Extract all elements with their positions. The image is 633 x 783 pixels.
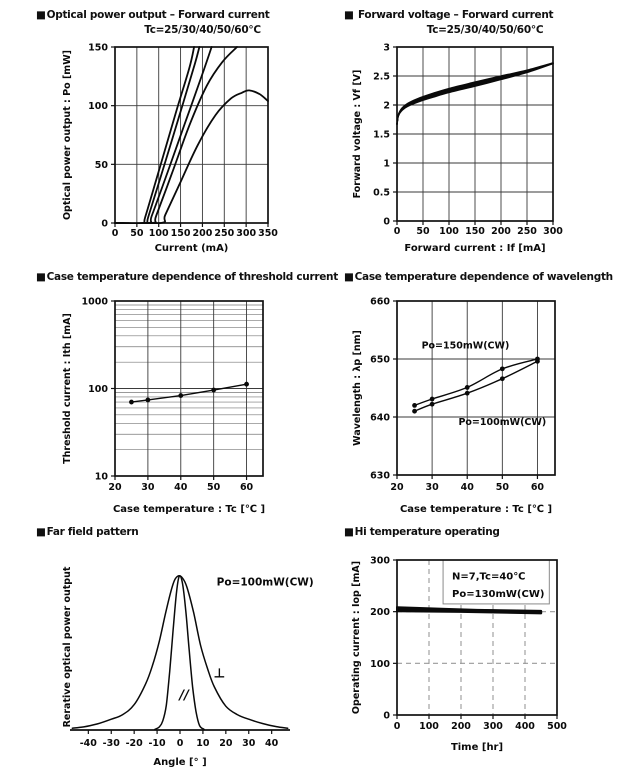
svg-text:-10: -10 bbox=[148, 738, 166, 749]
svg-text:350: 350 bbox=[258, 228, 278, 239]
svg-text:0: 0 bbox=[383, 216, 390, 228]
svg-text:60: 60 bbox=[239, 482, 254, 493]
svg-text:20: 20 bbox=[108, 482, 122, 493]
svg-text:Forward current : If [mA]: Forward current : If [mA] bbox=[404, 243, 546, 254]
svg-text:-40: -40 bbox=[79, 738, 97, 749]
svg-text:50: 50 bbox=[495, 482, 509, 493]
svg-text:100: 100 bbox=[370, 658, 390, 670]
svg-text:50: 50 bbox=[207, 482, 221, 493]
svg-text:40: 40 bbox=[460, 482, 474, 493]
svg-text:400: 400 bbox=[515, 721, 535, 732]
svg-text:660: 660 bbox=[370, 296, 390, 308]
svg-text:200: 200 bbox=[491, 226, 511, 237]
chart-title bbox=[330, 525, 630, 540]
svg-text:0: 0 bbox=[383, 710, 390, 722]
svg-text:250: 250 bbox=[517, 226, 537, 237]
svg-text:Forward voltage : Vf [V]: Forward voltage : Vf [V] bbox=[352, 69, 363, 199]
svg-text:20: 20 bbox=[390, 482, 404, 493]
svg-text:60: 60 bbox=[530, 482, 545, 493]
hi-temp-operating-chart bbox=[330, 548, 630, 760]
svg-text:2: 2 bbox=[383, 100, 390, 112]
svg-text:Case temperature : Tc [℃ ]: Case temperature : Tc [℃ ] bbox=[399, 504, 553, 515]
chart-title bbox=[330, 270, 630, 285]
forward-voltage-chart bbox=[330, 39, 630, 257]
section-marker-icon: ■ bbox=[344, 9, 354, 21]
section-marker-icon: ■ bbox=[36, 9, 46, 21]
svg-text:200: 200 bbox=[370, 607, 390, 619]
svg-text:Optical power output : Po [mW]: Optical power output : Po [mW] bbox=[62, 49, 73, 221]
chart-title-text: Case temperature dependence of threshold current bbox=[46, 271, 338, 283]
svg-text:20: 20 bbox=[219, 738, 233, 749]
chart-block-far-field bbox=[30, 525, 330, 772]
chart-block-hi-temp bbox=[330, 525, 630, 760]
optical-power-chart bbox=[30, 39, 320, 257]
svg-text:Po=100mW(CW): Po=100mW(CW) bbox=[216, 576, 314, 589]
svg-text:0.5: 0.5 bbox=[373, 187, 390, 199]
svg-text:10: 10 bbox=[94, 471, 108, 483]
svg-text:0: 0 bbox=[101, 218, 108, 230]
svg-text:300: 300 bbox=[483, 721, 503, 732]
svg-text:1.5: 1.5 bbox=[373, 129, 390, 141]
chart-block-threshold-current bbox=[30, 270, 338, 521]
svg-text:Case temperature : Tc [℃ ]: Case temperature : Tc [℃ ] bbox=[112, 504, 266, 515]
svg-text:40: 40 bbox=[265, 738, 279, 749]
section-marker-icon: ■ bbox=[36, 271, 46, 283]
chart-block-wavelength bbox=[330, 270, 630, 521]
section-marker-icon: ■ bbox=[344, 526, 354, 538]
svg-text:300: 300 bbox=[543, 226, 563, 237]
svg-text:Threshold current : Ith [mA]: Threshold current : Ith [mA] bbox=[62, 313, 73, 464]
svg-text:300: 300 bbox=[236, 228, 257, 239]
svg-text:100: 100 bbox=[148, 228, 169, 239]
svg-text:10: 10 bbox=[196, 738, 210, 749]
svg-text:-30: -30 bbox=[102, 738, 120, 749]
svg-text:Angle [° ]: Angle [° ] bbox=[153, 757, 207, 768]
svg-text:Operating current : Iop [mA]: Operating current : Iop [mA] bbox=[351, 560, 362, 715]
svg-text:150: 150 bbox=[88, 42, 108, 54]
chart-title-text: Far field pattern bbox=[46, 526, 139, 538]
chart-title-text: Case temperature dependence of wavelength bbox=[354, 271, 613, 283]
svg-text:-20: -20 bbox=[125, 738, 143, 749]
svg-text:640: 640 bbox=[370, 412, 390, 424]
far-field-chart bbox=[30, 548, 330, 772]
svg-text:30: 30 bbox=[242, 738, 256, 749]
chart-title bbox=[30, 270, 338, 285]
svg-text:Po=150mW(CW): Po=150mW(CW) bbox=[421, 340, 510, 352]
svg-text://: // bbox=[179, 688, 189, 704]
svg-text:50: 50 bbox=[130, 228, 144, 239]
chart-title bbox=[30, 525, 330, 540]
svg-text:0: 0 bbox=[393, 721, 401, 732]
svg-text:1: 1 bbox=[383, 158, 390, 170]
svg-text:50: 50 bbox=[94, 159, 108, 171]
svg-text:650: 650 bbox=[370, 354, 390, 366]
chart-title-text: Hi temperature operating bbox=[354, 526, 500, 538]
svg-text:0: 0 bbox=[393, 226, 401, 237]
chart-title bbox=[30, 8, 330, 23]
svg-text:500: 500 bbox=[547, 721, 567, 732]
svg-text:3: 3 bbox=[383, 42, 390, 54]
svg-text:50: 50 bbox=[416, 226, 430, 237]
svg-text:100: 100 bbox=[439, 226, 459, 237]
chart-title-text: Optical power output – Forward current bbox=[46, 9, 270, 21]
wavelength-chart bbox=[330, 289, 630, 521]
svg-text:0: 0 bbox=[111, 228, 119, 239]
svg-text:300: 300 bbox=[370, 555, 390, 567]
svg-text:40: 40 bbox=[174, 482, 188, 493]
section-marker-icon: ■ bbox=[344, 271, 354, 283]
svg-text:Po=100mW(CW): Po=100mW(CW) bbox=[458, 417, 547, 429]
threshold-current-chart bbox=[30, 289, 330, 521]
svg-text:200: 200 bbox=[451, 721, 471, 732]
svg-text:Time [hr]: Time [hr] bbox=[450, 742, 504, 753]
svg-text:630: 630 bbox=[370, 470, 390, 482]
chart-subtitle: Tc=25/30/40/50/60℃ bbox=[426, 24, 544, 36]
svg-text:100: 100 bbox=[88, 384, 108, 395]
svg-text:150: 150 bbox=[170, 228, 191, 239]
svg-text:30: 30 bbox=[141, 482, 155, 493]
svg-text:100: 100 bbox=[88, 101, 108, 113]
svg-text:Po=130mW(CW): Po=130mW(CW) bbox=[452, 589, 545, 601]
chart-block-optical-power bbox=[30, 8, 330, 257]
section-marker-icon: ■ bbox=[36, 526, 46, 538]
svg-text:Wavelength : λp [nm]: Wavelength : λp [nm] bbox=[352, 330, 363, 446]
svg-text:⊥: ⊥ bbox=[213, 666, 226, 682]
svg-text:2.5: 2.5 bbox=[373, 71, 390, 83]
svg-text:250: 250 bbox=[214, 228, 235, 239]
svg-text:Current (mA): Current (mA) bbox=[154, 243, 229, 254]
chart-subtitle: Tc=25/30/40/50/60℃ bbox=[144, 24, 261, 36]
svg-text:Rerative optical power output: Rerative optical power output bbox=[62, 566, 73, 728]
svg-text:0: 0 bbox=[176, 738, 184, 749]
chart-block-forward-voltage bbox=[330, 8, 630, 257]
svg-text:N=7,Tc=40℃: N=7,Tc=40℃ bbox=[452, 571, 526, 583]
svg-text:1000: 1000 bbox=[81, 296, 108, 308]
svg-text:150: 150 bbox=[465, 226, 485, 237]
chart-title bbox=[330, 8, 630, 23]
svg-text:100: 100 bbox=[419, 721, 439, 732]
svg-text:30: 30 bbox=[425, 482, 439, 493]
svg-text:200: 200 bbox=[192, 228, 213, 239]
chart-title-text: Forward voltage – Forward current bbox=[354, 9, 554, 21]
